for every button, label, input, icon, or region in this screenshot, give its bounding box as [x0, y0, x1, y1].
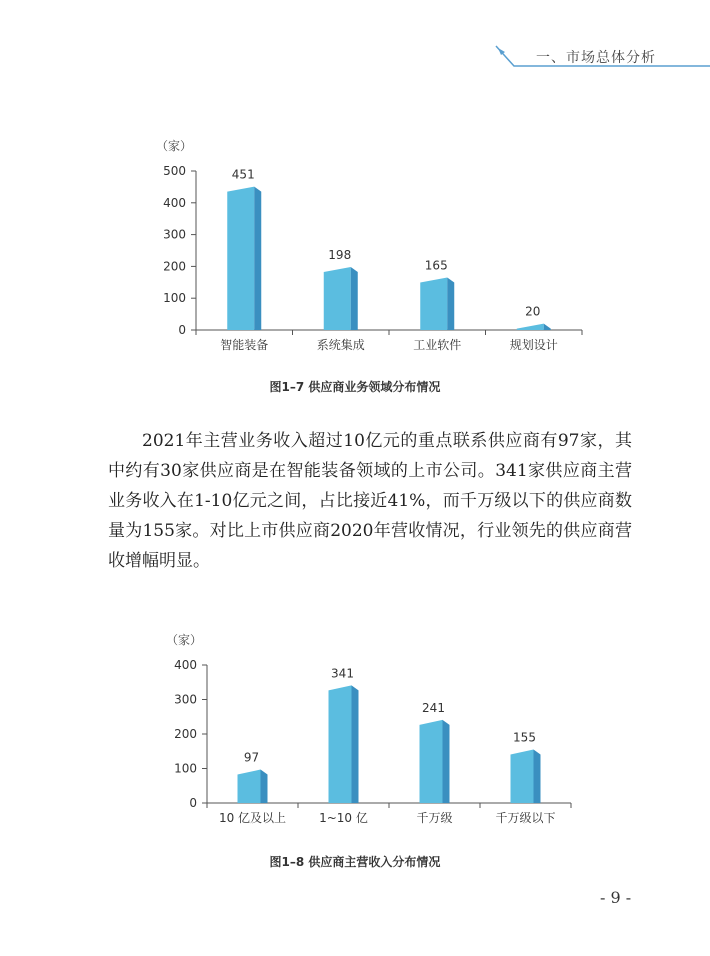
- page-header: [0, 38, 710, 78]
- chart-1-svg: [0, 130, 710, 370]
- chart-1-data-label: 451: [231, 167, 255, 182]
- chart-2-bar: [329, 685, 352, 803]
- chart-1-y-tick-label: 400: [163, 195, 186, 210]
- chart-2-y-tick-label: 100: [174, 761, 197, 776]
- chart-revenue-distribution: [0, 622, 710, 832]
- chart-1-bar-side: [254, 187, 261, 330]
- chart-1-bar: [324, 267, 351, 330]
- chart-1-category-label: 智能装备: [220, 338, 269, 352]
- chart-2-caption: 图1–8 供应商主营收入分布情况: [269, 855, 441, 869]
- chart-2-bar-side: [443, 720, 450, 803]
- chart-1-unit-label: （家）: [156, 139, 193, 153]
- chart-1-bar: [420, 278, 447, 330]
- chart-business-domain: [0, 130, 710, 370]
- chart-2-y-tick-label: 300: [174, 692, 197, 707]
- chart-2-category-label: 1~10 亿: [319, 811, 368, 825]
- chart-2-data-label: 155: [513, 730, 536, 745]
- chart-2-data-label: 241: [422, 700, 445, 715]
- section-title: 一、市场总体分析: [536, 50, 656, 66]
- chart-2-y-tick-label: 200: [174, 727, 197, 741]
- chart-1-data-label: 198: [328, 248, 352, 263]
- chart-1-bar-side: [351, 267, 358, 330]
- chart-1-category-label: 工业软件: [413, 338, 462, 352]
- chart-1-y-tick-label: 500: [163, 164, 186, 178]
- chart-2-category-label: 10 亿及以上: [218, 811, 287, 825]
- chart-2-bar-side: [261, 770, 268, 803]
- chart-1-y-tick-label: 300: [163, 227, 186, 242]
- chart-1-bar: [517, 324, 544, 330]
- chart-1-caption: 图1–7 供应商业务领域分布情况: [269, 380, 441, 394]
- chart-2-bar-side: [534, 750, 541, 803]
- body-paragraph: 2021年主营业务收入超过10亿元的重点联系供应商有97家，其中约有30家供应商是在智能装备领域的上市公司。341家供应商主营业务收入在1-10亿元之间，占比接近41%，而千万级以下的供应商数量为155家。对比上市供应商2020年营收情况，行业领先的供应商营收增幅明显。: [108, 431, 632, 571]
- chart-2-bar: [420, 720, 443, 803]
- chart-2-category-label: 千万级: [416, 811, 453, 825]
- chart-2-unit-label: （家）: [166, 633, 203, 647]
- chart-1-bar-side: [447, 278, 454, 330]
- chart-1-bar: [227, 187, 254, 330]
- chart-1-data-label: 165: [424, 258, 448, 273]
- chart-2-data-label: 97: [243, 750, 260, 765]
- chart-1-y-tick-label: 100: [163, 291, 186, 306]
- chart-1-category-label: 系统集成: [316, 338, 365, 352]
- chart-1-data-label: 20: [525, 304, 541, 319]
- chart-2-y-tick-label: 0: [189, 796, 197, 810]
- chart-2-category-label: 千万级以下: [495, 811, 556, 825]
- chart-2-data-label: 341: [331, 666, 354, 681]
- chart-2-bar: [511, 750, 534, 803]
- chart-2-y-tick-label: 400: [174, 658, 197, 672]
- chart-1-y-tick-label: 0: [178, 323, 186, 337]
- chart-1-bar-side: [544, 324, 551, 330]
- chart-1-category-label: 规划设计: [509, 338, 558, 352]
- page-number: - 9 -: [600, 888, 632, 907]
- chart-2-svg: [0, 622, 710, 832]
- chart-2-bar: [238, 770, 261, 803]
- chart-2-bar-side: [352, 685, 359, 803]
- chart-1-y-tick-label: 200: [163, 259, 186, 274]
